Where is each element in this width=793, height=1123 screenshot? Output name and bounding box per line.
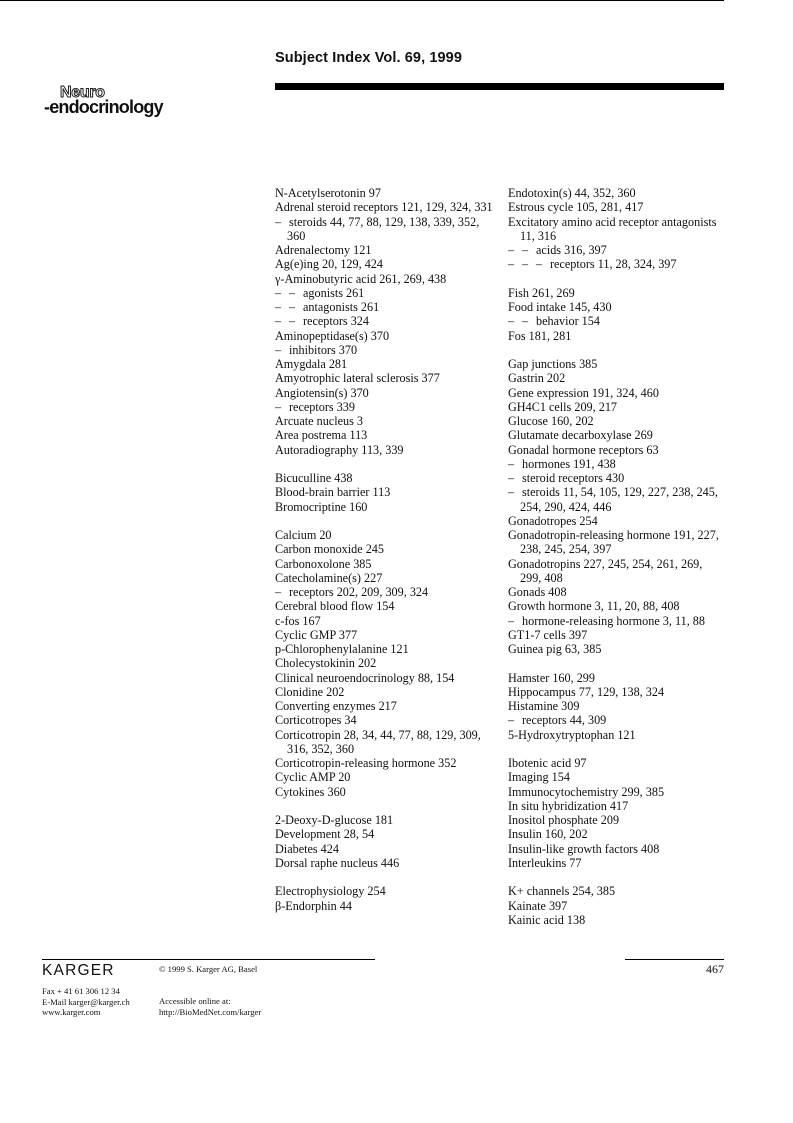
index-spacer [508,870,726,884]
index-entry-text: c-fos 167 [275,613,321,628]
index-entry [508,457,726,471]
index-entry [275,257,500,271]
subentry-dash: – [275,399,282,414]
index-entry [275,599,500,613]
index-entry-text: receptors 44, 309 [522,713,607,728]
subentry-dash: – [275,285,282,300]
index-entry [275,272,500,286]
index-entry [508,286,726,300]
index-entry-text: behavior 154 [536,314,600,329]
index-entry [508,215,726,244]
index-entry [508,756,726,770]
subentry-dash: – [289,300,296,314]
index-entry-text: Fos 181, 281 [508,328,572,343]
index-entry-text: In situ hybridization 417 [508,798,629,813]
index-entry [275,671,500,685]
index-entry-text: hormones 191, 438 [522,456,616,471]
index-spacer [275,514,500,528]
index-column-right [508,186,726,927]
online-label: Accessible online at: [159,996,231,1006]
index-entry-text: Bicuculline 438 [275,471,353,485]
index-entry [275,842,500,856]
index-entry [275,585,500,599]
index-entry [508,357,726,371]
index-entry [275,813,500,827]
index-entry [275,485,500,499]
index-entry [275,713,500,727]
index-entry-text: Cytokines 360 [275,784,346,799]
index-entry-text: Inositol phosphate 209 [508,813,620,827]
index-entry-text: Cerebral blood flow 154 [275,599,395,614]
page-number: 467 [706,962,724,976]
index-entry-text: Angiotensin(s) 370 [275,385,369,400]
index-entry-text: p-Chlorophenylalanine 121 [275,642,409,656]
index-entry-text: acids 316, 397 [536,243,607,257]
index-entry-text: Carbonoxolone 385 [275,556,372,571]
subentry-dash: – [522,257,529,272]
index-entry-text: Gonadal hormone receptors 63 [508,442,659,457]
index-entry-text: Insulin 160, 202 [508,827,588,842]
subentry-dash: – [522,314,529,329]
title-bar [275,83,724,90]
index-entry [508,685,726,699]
index-entry [275,286,500,300]
index-entry-text: steroids 11, 54, 105, 129, 227, 238, 245, 254, 290, 424, 446 [520,485,718,514]
online-access [159,996,261,1017]
index-entry [508,856,726,870]
subentry-dash: – [508,243,515,257]
index-entry [275,400,500,414]
index-entry [508,186,726,200]
index-entry-text: Cyclic GMP 377 [275,627,358,642]
index-entry [275,756,500,770]
index-entry-text: Converting enzymes 217 [275,699,397,713]
index-entry-text: Gonadotropins 227, 245, 254, 261, 269, 299, 408 [508,556,703,585]
index-entry-text: Adrenal steroid receptors 121, 129, 324, 331 [275,200,493,215]
journal-logo-bottom: -endocrinology [44,97,163,117]
index-entry [508,599,726,613]
index-entry-text: Growth hormone 3, 11, 20, 88, 408 [508,599,680,614]
index-spacer [508,343,726,357]
index-entry-text: receptors 11, 28, 324, 397 [550,257,677,272]
index-entry [508,713,726,727]
index-entry [508,200,726,214]
index-entry [275,656,500,670]
index-entry-text: steroids 44, 77, 88, 129, 138, 339, 352, 360 [287,214,480,243]
subentry-dash: – [289,314,296,329]
index-entry [275,642,500,656]
index-entry-text: Cyclic AMP 20 [275,770,351,785]
publisher-contact [42,986,130,1018]
index-entry-text: Kainic acid 138 [508,912,586,927]
journal-logo-top: Neuro [60,84,105,101]
email-address[interactable]: E-Mail karger@karger.ch [42,996,130,1007]
index-entry-text: 5-Hydroxytryptophan 121 [508,727,636,742]
subentry-dash: – [275,300,282,314]
index-entry [508,642,726,656]
index-entry [275,827,500,841]
index-entry [275,899,500,913]
index-entry [275,856,500,870]
index-column-left [275,186,500,913]
index-entry [275,428,500,442]
index-entry-text: Amygdala 281 [275,357,348,371]
index-entry [508,614,726,628]
index-entry-text: Ibotenic acid 97 [508,756,587,770]
index-entry-text: Imaging 154 [508,770,570,785]
index-entry [508,671,726,685]
index-spacer [508,272,726,286]
index-entry-text: steroid receptors 430 [522,471,625,485]
index-entry [275,770,500,784]
subentry-dash: – [508,613,515,628]
index-entry-text: receptors 202, 209, 309, 324 [289,585,429,599]
index-entry-text: Clonidine 202 [275,684,345,699]
index-entry [508,799,726,813]
index-entry [508,628,726,642]
index-entry [275,528,500,542]
index-entry-text: γ-Aminobutyric acid 261, 269, 438 [275,271,447,286]
index-entry [508,827,726,841]
subentry-dash: – [289,285,296,300]
index-entry-text: Glucose 160, 202 [508,414,594,428]
index-entry [275,329,500,343]
index-entry [508,471,726,485]
index-entry-text: β-Endorphin 44 [275,898,352,913]
top-rule [0,0,724,1]
index-entry-text: Electrophysiology 254 [275,884,386,899]
subentry-dash: – [508,485,515,500]
index-entry [508,728,726,742]
index-entry [508,785,726,799]
page-title: Subject Index Vol. 69, 1999 [275,50,462,66]
index-entry [508,386,726,400]
index-entry-text: receptors 324 [303,314,369,329]
index-entry-text: Fish 261, 269 [508,285,575,300]
subentry-dash: – [508,314,515,329]
index-entry-text: Cholecystokinin 202 [275,656,377,671]
index-entry [508,813,726,827]
index-entry-text: Dorsal raphe nucleus 446 [275,855,400,870]
index-entry [508,514,726,528]
index-entry-text: Hamster 160, 299 [508,670,595,685]
index-entry [508,243,726,257]
index-entry-text: Corticotropin 28, 34, 44, 77, 88, 129, 309, 316, 352, 360 [275,727,481,756]
website-link[interactable]: www.karger.com [42,1007,101,1018]
index-entry-text: Area postrema 113 [275,428,368,443]
index-entry [508,899,726,913]
index-entry [508,300,726,314]
subentry-dash: – [275,342,282,357]
footer-rule-right [625,959,724,960]
subentry-dash: – [275,214,282,229]
index-entry-text: receptors 339 [289,399,355,414]
index-entry [508,770,726,784]
index-entry [275,884,500,898]
index-entry [275,343,500,357]
index-entry [508,557,726,586]
index-entry-text: Excitatory amino acid receptor antagonists 11, 316 [508,214,717,243]
index-entry [508,371,726,385]
index-entry-text: Immunocytochemistry 299, 385 [508,784,665,799]
index-entry [508,314,726,328]
index-entry [275,614,500,628]
index-entry [508,842,726,856]
subentry-dash: – [508,456,515,471]
index-entry-text: Guinea pig 63, 385 [508,642,602,656]
index-entry-text: agonists 261 [303,285,365,300]
index-entry [508,443,726,457]
index-entry-text: GH4C1 cells 209, 217 [508,399,618,414]
index-spacer [275,457,500,471]
index-entry-text: Blood-brain barrier 113 [275,485,391,500]
index-spacer [508,656,726,670]
index-entry [275,215,500,244]
index-entry-text: Adrenalectomy 121 [275,243,372,257]
index-entry-text: Kainate 397 [508,898,568,913]
index-entry [275,785,500,799]
subentry-dash: – [536,257,543,272]
index-entry [275,243,500,257]
index-entry-text: Bromocriptine 160 [275,499,368,514]
index-entry [508,485,726,514]
subentry-dash: – [275,585,282,599]
index-entry-text: Arcuate nucleus 3 [275,414,363,428]
index-entry [508,414,726,428]
index-entry-text: N-Acetylserotonin 97 [275,186,381,200]
index-spacer [275,870,500,884]
index-entry [275,542,500,556]
journal-logo [44,84,184,124]
index-entry-text: Glutamate decarboxylase 269 [508,428,653,443]
index-entry-text: Gap junctions 385 [508,357,598,371]
index-entry [275,186,500,200]
index-entry-text: Catecholamine(s) 227 [275,570,383,585]
index-entry-text: antagonists 261 [303,300,380,314]
subentry-dash: – [508,257,515,272]
index-entry [275,728,500,757]
index-entry-text: Calcium 20 [275,528,332,542]
index-entry [275,471,500,485]
index-entry [275,685,500,699]
subentry-dash: – [508,471,515,485]
index-entry [275,443,500,457]
index-entry-text: Autoradiography 113, 339 [275,442,404,457]
index-entry-text: Gonadotropes 254 [508,513,598,528]
index-entry [508,913,726,927]
index-entry [508,400,726,414]
index-entry-text: Corticotropin-releasing hormone 352 [275,756,457,770]
footer-rule-left [42,959,375,960]
index-entry-text: Clinical neuroendocrinology 88, 154 [275,670,455,685]
index-entry [275,357,500,371]
index-entry-text: 2-Deoxy-D-glucose 181 [275,813,394,827]
index-entry [275,557,500,571]
index-entry-text: Estrous cycle 105, 281, 417 [508,200,644,215]
index-entry [508,585,726,599]
index-entry [275,414,500,428]
index-entry-text: K+ channels 254, 385 [508,884,616,899]
index-entry [275,300,500,314]
index-entry-text: Corticotropes 34 [275,713,357,728]
index-entry-text: Insulin-like growth factors 408 [508,841,660,856]
index-entry [275,371,500,385]
index-entry [275,571,500,585]
index-entry-text: Gene expression 191, 324, 460 [508,385,659,400]
index-entry-text: Hippocampus 77, 129, 138, 324 [508,684,665,699]
fax-number: Fax + 41 61 306 12 34 [42,986,120,996]
index-entry-text: GT1-7 cells 397 [508,627,588,642]
subentry-dash: – [522,243,529,257]
index-entry [508,884,726,898]
index-entry [508,428,726,442]
index-entry [275,200,500,214]
index-entry-text: Food intake 145, 430 [508,300,612,314]
publisher-logo: KARGER [42,962,115,979]
index-entry-text: Diabetes 424 [275,841,339,856]
index-entry-text: Development 28, 54 [275,827,375,842]
index-entry-text: Gonads 408 [508,585,567,599]
index-entry-text: Interleukins 77 [508,855,582,870]
index-entry-text: Gastrin 202 [508,371,566,386]
index-entry-text: Gonadotropin-releasing hormone 191, 227, 238, 245, 254, 397 [508,528,719,557]
index-entry-text: Histamine 309 [508,699,580,713]
index-entry-text: Amyotrophic lateral sclerosis 377 [275,371,440,386]
copyright-notice: © 1999 S. Karger AG, Basel [159,964,258,974]
index-entry [508,329,726,343]
index-entry-text: Aminopeptidase(s) 370 [275,328,390,343]
index-spacer [275,799,500,813]
index-entry [275,699,500,713]
index-entry-text: Ag(e)ing 20, 129, 424 [275,257,383,272]
index-entry [275,314,500,328]
index-entry-text: Carbon monoxide 245 [275,542,384,557]
index-entry [275,628,500,642]
index-entry [275,386,500,400]
subentry-dash: – [275,314,282,329]
index-entry [508,257,726,271]
index-entry [275,500,500,514]
index-entry-text: inhibitors 370 [289,342,358,357]
index-entry-text: hormone-releasing hormone 3, 11, 88 [522,613,705,628]
index-entry [508,528,726,557]
index-spacer [508,742,726,756]
index-entry [508,699,726,713]
subentry-dash: – [508,713,515,728]
index-entry-text: Endotoxin(s) 44, 352, 360 [508,186,636,200]
online-url[interactable]: http://BioMedNet.com/karger [159,1006,262,1017]
